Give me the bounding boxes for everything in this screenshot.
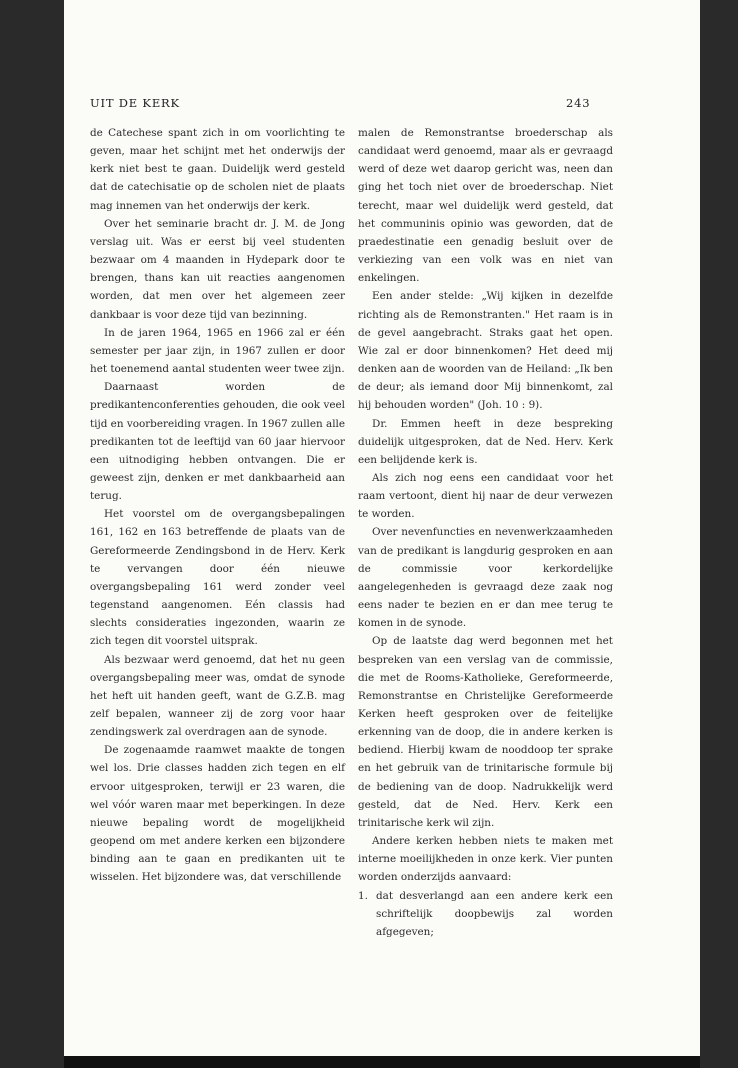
- list-item: [358, 887, 613, 941]
- paragraph: Het voorstel om de overgangsbepalingen 161, 162 en 163 betreffende de plaats van de Gereformeerde Zendingsbond in de Herv. Kerk te vervangen door één nieuwe overgangsbepaling 161 werd zonder veel tegenstand aangenomen. Eén classis had slechts consideraties ingezonden, waarin ze zich tegen dit voorstel uitsprak.: [90, 508, 345, 648]
- page-bottom-edge: [64, 1056, 700, 1068]
- list-item-text: dat desverlangd aan een andere kerk een schriftelijk doopbewijs zal worden afgegeven;: [376, 889, 613, 938]
- paragraph: Over nevenfuncties en nevenwerkzaamheden van de predikant is langdurig gesproken en aan de commissie voor kerkordelijke aangelegenheden is gevraagd deze zaak nog eens nader te bezien en er dan mee terug te komen in de synode.: [358, 526, 613, 630]
- paragraph: de Catechese spant zich in om voorlichting te geven, maar het schijnt met het onderwijs der kerk niet best te gaan. Duidelijk werd gesteld dat de catechisatie op de scholen niet de plaats mag innemen van het onderwijs der kerk.: [90, 127, 345, 212]
- paragraph: malen de Remonstrantse broederschap als candidaat werd genoemd, maar als er gevraagd werd of deze wet daarop gericht was, neen dan ging het toch niet over de broederschap. Niet terecht, maar wel duidelijk werd gesteld, dat het communinis opinio was geworden, dat de praedestinatie een genadig besluit over de verkiezing van een volk was en niet van enkelingen.: [358, 127, 613, 285]
- paragraph: Daarnaast worden de predikantenconferenties gehouden, die ook veel tijd en voorbereiding vragen. In 1967 zullen alle predikanten tot de leeftijd van 60 jaar hiervoor een uitnodiging hebben ontvangen. Die er geweest zijn, denken er met dankbaarheid aan terug.: [90, 381, 345, 503]
- left-column: [90, 124, 345, 887]
- paragraph: Over het seminarie bracht dr. J. M. de Jong verslag uit. Was er eerst bij veel studenten bezwaar om 4 maanden in Hydepark door te brengen, thans kan uit reacties aangenomen worden, dat men over het algemeen zeer dankbaar is voor deze tijd van bezinning.: [90, 217, 345, 321]
- paragraph: Een ander stelde: „Wij kijken in dezelfde richting als de Remonstranten." Het raam is in de gevel aangebracht. Straks gaat het open. Wie zal er door binnenkomen? Het deed mij denken aan de woorden van de Heiland: „Ik ben de deur; als iemand door Mij binnenkomt, zal hij behouden worden" (Joh. 10 : 9).: [358, 290, 613, 412]
- paragraph: Andere kerken hebben niets te maken met interne moeilijkheden in onze kerk. Vier punten worden onderzijds aanvaard:: [358, 835, 613, 884]
- page-number: 243: [566, 96, 591, 110]
- paragraph: De zogenaamde raamwet maakte de tongen wel los. Drie classes hadden zich tegen en elf ervoor uitgesproken, terwijl er 23 waren, die wel vóór waren maar met beperkingen. In deze nieuwe bepaling wordt de mogelijkheid geopend om met andere kerken een bijzondere binding aan te gaan en predikanten uit te wisselen. Het bijzondere was, dat verschillende: [90, 744, 345, 884]
- right-column: [358, 124, 613, 941]
- paragraph: Als bezwaar werd genoemd, dat het nu geen overgangsbepaling meer was, omdat de synode het heft uit handen geeft, want de G.Z.B. mag zelf bepalen, wanneer zij de zorg voor haar zendingswerk zal overdragen aan de synode.: [90, 653, 345, 739]
- running-header: UIT DE KERK: [90, 96, 180, 110]
- paragraph: Als zich nog eens een candidaat voor het raam vertoont, dient hij naar de deur verwezen te worden.: [358, 471, 613, 521]
- paragraph: In de jaren 1964, 1965 en 1966 zal er één semester per jaar zijn, in 1967 zullen er door het toenemend aantal studenten weer twee zijn.: [90, 326, 345, 376]
- paragraph: Dr. Emmen heeft in deze bespreking duidelijk uitgesproken, dat de Ned. Herv. Kerk een belijdende kerk is.: [358, 417, 613, 466]
- paragraph: Op de laatste dag werd begonnen met het bespreken van een verslag van de commissie, die met de Rooms-Katholieke, Gereformeerde, Remonstrantse en Christelijke Gereformeerde Kerken heeft gesproken over de feitelijke erkenning van de doop, die in andere kerken is bediend. Hierbij kwam de nooddoop ter sprake en het gebruik van de trinitarische formule bij de bediening van de doop. Nadrukkelijk werd gesteld, dat de Ned. Herv. Kerk een trinitarische kerk wil zijn.: [358, 635, 613, 829]
- list-item-number: 1.: [358, 889, 368, 902]
